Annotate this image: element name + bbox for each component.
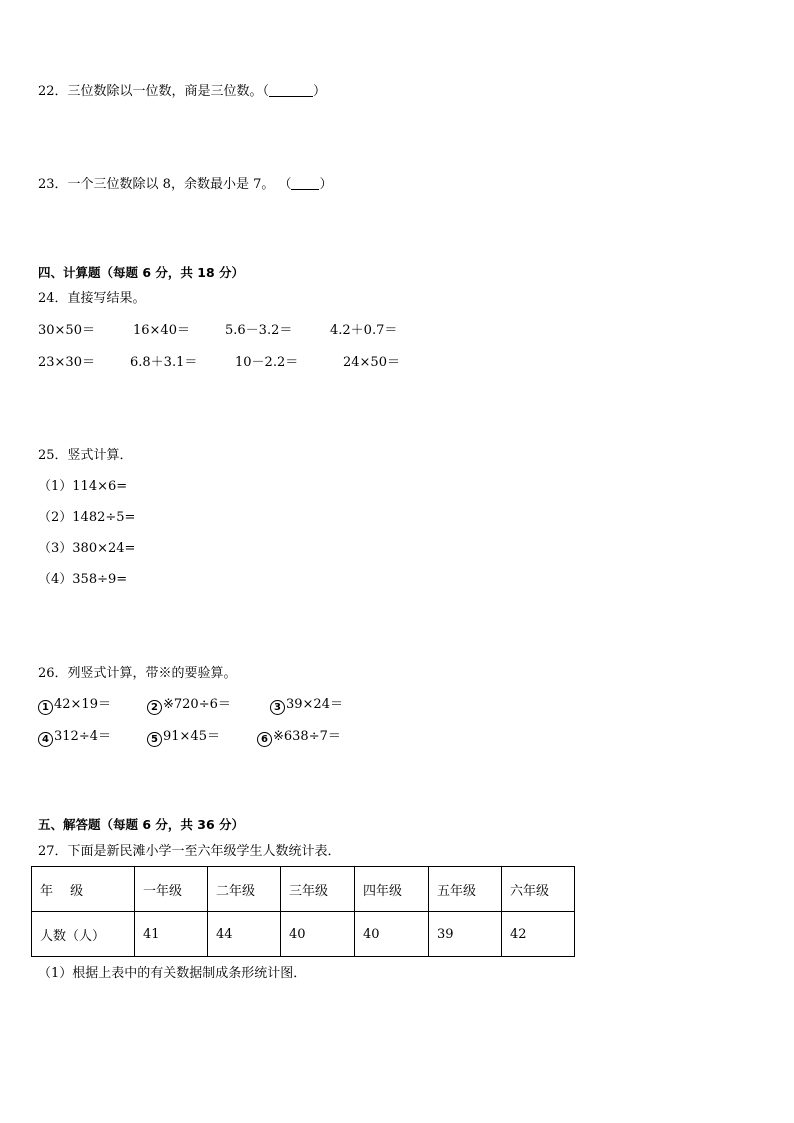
circled-calc-item — [147, 729, 220, 747]
circled-number: 4 — [38, 732, 53, 747]
calc-item: 30×50＝ — [38, 323, 95, 338]
question-26-prompt: 26．列竖式计算，带※的要验算。 — [38, 666, 237, 681]
table-cell: 二年级 — [208, 867, 281, 912]
question-22-text: 22．三位数除以一位数，商是三位数。（ — [38, 84, 270, 99]
section-4-title: 四、计算题（每题 6 分，共 18 分） — [38, 265, 245, 280]
table-cell: 一年级 — [135, 867, 208, 912]
table-cell: 六年级 — [502, 867, 575, 912]
vertical-calc-item: （2）1482÷5= — [38, 510, 136, 525]
calc-expression: ※720÷6＝ — [163, 697, 231, 712]
question-27-sub-1: （1）根据上表中的有关数据制成条形统计图． — [38, 966, 307, 981]
table-cell: 年 级 — [32, 867, 135, 912]
calc-item: 24×50＝ — [343, 355, 400, 370]
circled-calc-item — [38, 697, 111, 715]
calc-item: 6.8＋3.1＝ — [130, 355, 198, 370]
circled-number: 3 — [270, 700, 285, 715]
calc-item: 23×30＝ — [38, 355, 95, 370]
calc-item: 5.6－3.2＝ — [225, 323, 293, 338]
student-count-table — [31, 866, 575, 957]
calc-expression: 42×19＝ — [54, 697, 111, 712]
answer-blank-22[interactable] — [269, 84, 313, 97]
table-cell: 四年级 — [355, 867, 429, 912]
circled-number: 2 — [147, 700, 162, 715]
table-cell: 44 — [208, 912, 281, 957]
vertical-calc-item: （4）358÷9= — [38, 572, 128, 587]
circled-calc-item — [257, 729, 341, 747]
calc-item: 10－2.2＝ — [235, 355, 299, 370]
vertical-calc-item: （3）380×24= — [38, 541, 136, 556]
circled-calc-item — [147, 697, 231, 715]
question-24-prompt: 24．直接写结果。 — [38, 291, 146, 306]
circled-number: 6 — [257, 732, 272, 747]
table-cell: 41 — [135, 912, 208, 957]
table-cell: 五年级 — [429, 867, 502, 912]
table-header-row — [32, 867, 575, 912]
calc-item: 16×40＝ — [133, 323, 190, 338]
table-cell: 三年级 — [281, 867, 355, 912]
table-cell: 42 — [502, 912, 575, 957]
table-cell: 人数（人） — [32, 912, 135, 957]
circled-number: 1 — [38, 700, 53, 715]
question-27-prompt: 27．下面是新民滩小学一至六年级学生人数统计表． — [38, 844, 341, 859]
table-row — [32, 912, 575, 957]
question-22-close: ） — [313, 84, 327, 99]
question-25-prompt: 25．竖式计算． — [38, 448, 133, 463]
circled-calc-item — [38, 729, 111, 747]
calc-expression: ※638÷7＝ — [273, 729, 341, 744]
question-23 — [38, 177, 333, 193]
table-cell: 39 — [429, 912, 502, 957]
table-cell: 40 — [281, 912, 355, 957]
vertical-calc-item: （1）114×6= — [38, 479, 128, 494]
circled-number: 5 — [147, 732, 162, 747]
answer-blank-23[interactable] — [291, 177, 319, 190]
calc-expression: 91×45＝ — [163, 729, 220, 744]
circled-calc-item — [270, 697, 343, 715]
section-5-title: 五、解答题（每题 6 分，共 36 分） — [38, 817, 245, 832]
table-cell: 40 — [355, 912, 429, 957]
calc-expression: 39×24＝ — [286, 697, 343, 712]
question-23-close: ） — [319, 177, 333, 192]
question-22 — [38, 84, 326, 100]
question-23-text: 23．一个三位数除以 8，余数最小是 7。 （ — [38, 177, 292, 192]
calc-item: 4.2＋0.7＝ — [330, 323, 398, 338]
calc-expression: 312÷4＝ — [54, 729, 111, 744]
